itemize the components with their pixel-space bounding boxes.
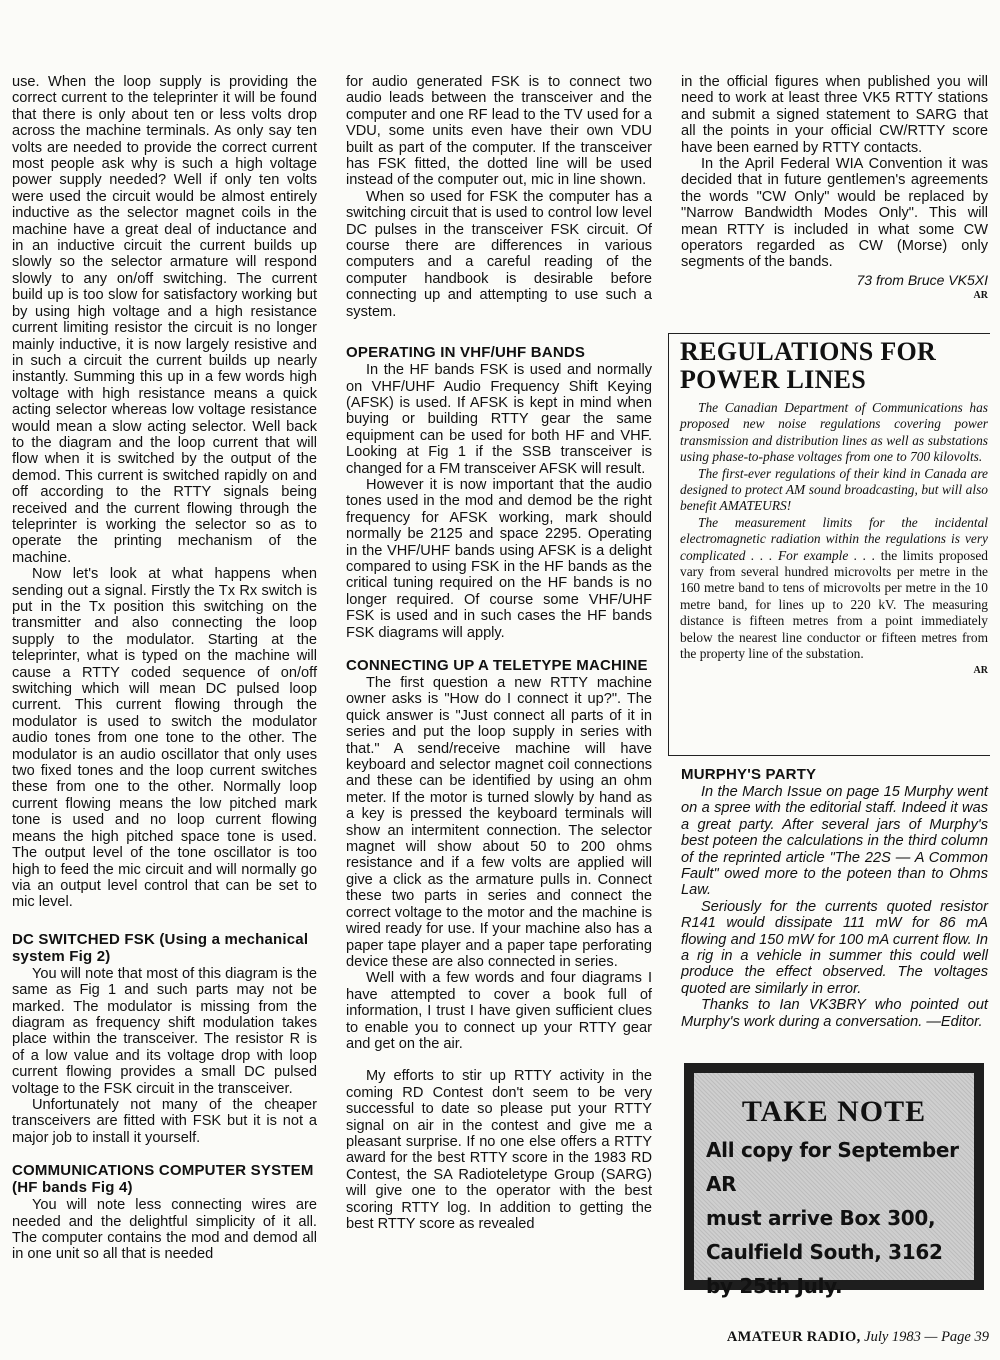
paragraph: The Canadian Department of Communications has proposed new noise regulations covering power transmission and distribution lines as well as substations using phase-to-phase voltages from one to 700 kilovolts.	[680, 400, 988, 465]
box-divider-vertical	[668, 333, 669, 755]
section-heading-vhf-uhf: OPERATING IN VHF/UHF BANDS	[346, 344, 586, 362]
paragraph: You will note less connecting wires are needed and the delightful simplicity of it all. The computer contains the mod and demod all in one unit so all that is needed	[12, 1197, 317, 1263]
take-note-line: must arrive Box 300,	[706, 1206, 936, 1230]
section-heading-dc-fsk: DC SWITCHED FSK (Using a mechanical system Fig 2)	[12, 930, 309, 965]
paragraph: My efforts to stir up RTTY activity in the coming RD Contest don't seem to be very successful to date so please put your RTTY signal on air in the contest and give me a pleasant surprise. If no one else offers a RTTY award for the best RTTY score in the 1983 RD Contest, the SA Radioteletype Group (SARG) will give one to the operator with the best scoring RTTY log. In addition to getting the best RTTY score as revealed	[346, 1068, 652, 1232]
end-mark: AR	[973, 290, 988, 302]
issue-date-page: July 1983 — Page 39	[864, 1329, 989, 1345]
paragraph: Seriously for the currents quoted resistor R141 would dissipate 111 mW for 86 mA flowing and 150 mW for 100 mA current flow. In a rig in a vehicle in summer this could well produce the effect observed. The voltages quoted are similarly in error.	[681, 898, 988, 997]
paragraph: You will note that most of this diagram is the same as Fig 1 and such parts may not be marked. The modulator is missing from the diagram as frequency shift modulation takes place within the transceiver. The resistor R is of a low value and its voltage drop with loop current flowing provides a small DC pulsed voltage to the FSK circuit in the transceiver.	[12, 965, 317, 1097]
paragraph: In the April Federal WIA Convention it was decided that in future gentlemen's agreements the words "CW Only" would be replaced by "Narrow Bandwidth Modes Only". This will mean RTTY is included in what some CW operators regarded as CW (Morse) only segments of the bands.	[681, 156, 988, 271]
publication-name: AMATEUR RADIO,	[726, 1329, 861, 1345]
end-mark: AR	[973, 664, 988, 676]
section-heading-teletype: CONNECTING UP A TELETYPE MACHINE	[346, 657, 648, 674]
paragraph: for audio generated FSK is to connect two audio leads between the transceiver and the computer and one RF lead to the TV used for a VDU, some units even have their own VDU built as part of the computer. If the transceiver has FSK fitted, the dotted line will be used instead of the computer out, mic in line shown.	[346, 74, 652, 189]
take-note-body	[706, 1133, 974, 1303]
paragraph: In the HF bands FSK is used and normally on VHF/UHF Audio Frequency Shift Keying (AFSK) is used. If AFSK is kept in mind when buying or building RTTY gear the same equipment can be used for both HF and VHF. Looking at Fig 1 if the SSB transceiver is changed for a FM transceiver AFSK will result.	[346, 362, 652, 477]
murphys-party-box	[681, 766, 988, 1030]
take-note-line: Caulfield South, 3162	[706, 1240, 943, 1264]
paragraph: The first question a new RTTY machine owner asks is "How do I connect it up?". The quick answer is "Just connect all parts of it in series and put the loop supply in series with that." A send/receive machine will have keyboard and selector magnet coil connections and these can be identified by using an ohm meter. If the motor is turned slowly by hand as a key is pressed the keyboard terminals will show an intermitent connection. The selector magnet will show about 50 to 200 ohms resistance and if a few volts are applied will give a click as the armature pulls in. Connect these two parts in series and connect the correct voltage to the motor and the machine is wired ready for use. If your machine also has a paper tape player and a paper tape perforating device these are also connected in series.	[346, 675, 652, 970]
paragraph: In the March Issue on page 15 Murphy went on a spree with the editorial staff. Indeed it was a great party. After several jars of Murphy's best poteen the calculations in the third column of the reprinted article "The 22S — A Common Fault" owed more to the poteen than to Ohms Law.	[681, 784, 988, 899]
paragraph: When so used for FSK the computer has a switching circuit that is used to control low level DC pulses in the transceiver FSK circuit. Of course there are differences in various computers and a careful reading of the computer handbook is desirable before connecting up and attempting to use such a system.	[346, 188, 652, 320]
article-column-1	[12, 74, 317, 1263]
regulations-title: REGULATIONS FOR POWER LINES	[680, 337, 937, 394]
take-note-notice	[684, 1063, 984, 1298]
paragraph: Thanks to Ian VK3BRY who pointed out Murphy's work during a conversation. —Editor.	[681, 997, 988, 1030]
paragraph: The first-ever regulations of their kind in Canada are designed to protect AM sound broadcasting, but will also benefit AMATEURS!	[680, 465, 988, 514]
paragraph: use. When the loop supply is providing the correct current to the teleprinter it will be found that there is only about ten or less volts drop across the machine terminals. As only say ten volts are needed to provide the correct current most people ask why is such a high voltage power supply needed? Well if only ten volts were used the circuit would be almost entirely inductive as the selector magnet coils in the machine have a great deal of inductance and in an inductive circuit the current builds up slowly so the selector armature will respond slowly to any on/off switching. The current build up is too slow for satisfactory working but by using high voltage and a high resistance current limiting resistor the circuit is no longer mainly inductive, it is now largely resistive and in such a circuit the current builds up nearly instantly. Summing this up in a few words high voltage with high resistance means a quick acting selector whereas low voltage resistance would mean a slow acting selector. Well back to the diagram and the loop current that will flow when it is switched by the output of the demod. This current is switched rapidly on and off according to the RTTY signals being received and the current flowing through the teleprinter is working the selector so as to operate the printing mechanism of the machine.	[12, 74, 317, 566]
paragraph: Unfortunately not many of the cheaper transceivers are fitted with FSK but it is not a major job to install it yourself.	[12, 1096, 317, 1146]
take-note-title: TAKE NOTE	[741, 1095, 927, 1128]
section-heading-computer-system: COMMUNICATIONS COMPUTER SYSTEM (HF bands Fig 4)	[12, 1162, 314, 1197]
take-note-line: by 25th July.	[706, 1274, 843, 1298]
box-divider-top	[668, 333, 990, 334]
paragraph	[680, 515, 988, 663]
paragraph: Now let's look at what happens when sending out a signal. Firstly the Tx Rx switch is put in the Tx position this switching on the transmitter and also connecting the loop supply to the modulator. Starting at the teleprinter, what is typed on the machine will cause a RTTY coded sequence of on/off switching which will mean DC pulsed loop current. This current flowing through the modulator is used to switch the modulator audio tones from one tone to the other. The modulator is an audio oscillator that only uses two fixed tones and the loop current switches these from one to the other. Normally loop current flowing means the low pitched mark tone is used and no loop current flowing means the high pitched space tone is used. The output level of the tone oscillator is too high to feed the mic circuit and will normally go via an output level control that can be set to mic level.	[12, 566, 317, 911]
take-note-line: All copy for September AR	[706, 1138, 959, 1196]
take-note-panel	[694, 1073, 974, 1298]
paragraph: in the official figures when published you will need to work at least three VK5 RTTY stations and submit a signed statement to SARG that all the points in your official CW/RTTY score have been earned by RTTY contacts.	[681, 74, 988, 156]
article-column-3	[681, 74, 988, 302]
paragraph-italic-part: The measurement limits for the incidental electromagnetic radiation within the regulations is very complicated . . . For example . . .	[680, 514, 988, 563]
page-footer	[689, 1328, 989, 1346]
paragraph: Well with a few words and four diagrams I have attempted to cover a book full of information, I trust I have given sufficient clues to enable you to connect up your RTTY gear and get on the air.	[346, 970, 652, 1052]
regulations-news-box	[680, 338, 988, 677]
article-column-2	[346, 74, 652, 1232]
author-signature: 73 from Bruce VK5XI	[856, 271, 988, 288]
box-divider-bottom	[668, 755, 990, 756]
murphy-title: MURPHY'S PARTY	[681, 766, 817, 783]
paragraph-roman-part: the limits proposed vary from several hundred microvolts per metre in the 160 metre band to tens of microvolts per metre in the 10 metre band, for lines up to 220 kV. The measuring distance is fifteen metres from a point immediately below the nearest line conductor or fifteen metres from the property line of the substation.	[680, 547, 988, 662]
paragraph: However it is now important that the audio tones used in the mod and demod be the right frequency for AFSK working, mark should normally be 2125 and space 2295. Operating in the VHF/UHF bands using AFSK is a delight compared to using FSK in the HF bands as the critical tuning required on the HF bands is no longer required. Of course some VHF/UHF FSK is used and in such cases the HF bands FSK diagrams will apply.	[346, 476, 652, 641]
